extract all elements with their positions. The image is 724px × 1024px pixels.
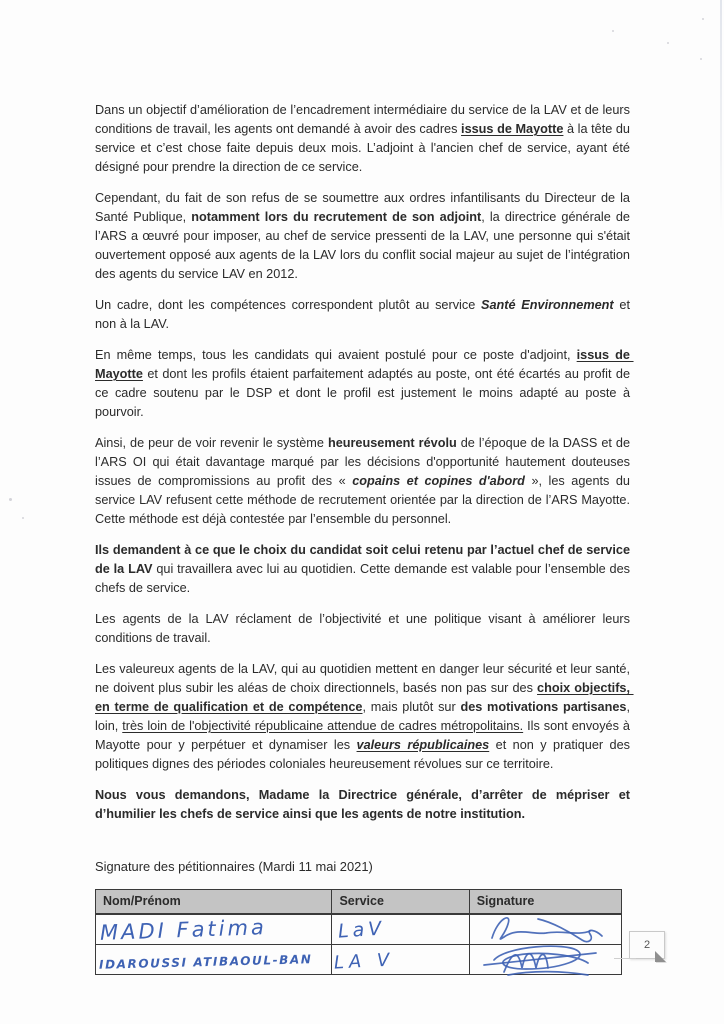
paragraphs xyxy=(95,101,634,824)
table-header-service: Service xyxy=(332,890,469,915)
scan-speck xyxy=(667,42,669,44)
table-row xyxy=(96,945,622,975)
handwritten-service: LaV xyxy=(337,917,387,943)
table-header-nom-prenom: Nom/Prénom xyxy=(96,890,332,915)
handwritten-name: IDAROUSSI ATIBAOUL-BAN xyxy=(98,952,313,972)
page-fold-icon xyxy=(655,951,666,962)
scan-speck xyxy=(700,58,702,60)
handwritten-name: MADI Fatima xyxy=(99,915,268,945)
scan-speck xyxy=(9,498,12,501)
cell-service-2 xyxy=(332,945,469,975)
paragraph: Ils demandent à ce que le choix du candidat soit celui retenu par l’actuel chef de service de la LAV qui travaillera avec lui au quotidien. Cette demande est valable pour l’ensemble des chefs de service. xyxy=(95,543,634,595)
signature-caption: Signature des pétitionnaires (Mardi 11 mai 2021) xyxy=(95,859,373,874)
page-corner-badge xyxy=(629,931,665,959)
paragraph: Ainsi, de peur de voir revenir le système heureusement révolu de l’époque de la DASS et de l’ARS OI qui était davantage marqué par les décisions d'opportunité hautement douteuses issues de compromissions au profit des « copains et copines d'abord », les agents du service LAV refusent cette méthode de recrutement orientée par la direction de l’ARS Mayotte. Cette méthode est déjà contestée par l’ensemble du personnel. xyxy=(95,436,634,526)
paragraph: Cependant, du fait de son refus de se soumettre aux ordres infantilisants du Directeur de la Santé Publique, notamment lors du recrutement de son adjoint, la directrice générale de l’ARS a œuvré pour imposer, au chef de service pressenti de la LAV, une personne qui s'était ouvertement opposé aux agents de la LAV lors du conflit social majeur au sujet de l’intégration des agents du service LAV en 2012. xyxy=(95,191,634,281)
signature-table xyxy=(95,889,622,975)
paragraph: Un cadre, dont les compétences correspondent plutôt au service Santé Environnement et non à la LAV. xyxy=(95,298,634,331)
document-content xyxy=(95,101,634,975)
paragraph: Nous vous demandons, Madame la Directrice générale, d’arrêter de mépriser et d’humilier les chefs de service ainsi que les agents de notre institution. xyxy=(95,788,634,821)
paragraph: Dans un objectif d’amélioration de l’encadrement intermédiaire du service de la LAV et de leurs conditions de travail, les agents ont demandé à avoir des cadres issus de Mayotte à la tête du service et c’est chose faite depuis deux mois. L’adjoint à l'ancien chef de service, ayant été désigné pour prendre la direction de ce service. xyxy=(95,103,634,174)
scan-speck xyxy=(702,18,704,20)
scan-speck xyxy=(612,30,614,32)
paragraph: Les agents de la LAV réclament de l’objectivité et une politique visant à améliorer leurs conditions de travail. xyxy=(95,612,634,645)
paragraph: Les valeureux agents de la LAV, qui au quotidien mettent en danger leur sécurité et leur santé, ne doivent plus subir les aléas de choix directionnels, basés non pas sur des choix objectifs, en terme de qualification et de compétence, mais plutôt sur des motivations partisanes, loin, très loin de l'objectivité républicaine attendue de cadres métropolitains. Ils sont envoyés à Mayotte pour y perpétuer et dynamiser les valeurs républicaines et non y pratiquer des politiques dignes des périodes coloniales heureusement révolues sur ce territoire. xyxy=(95,662,634,771)
table-header-signature: Signature xyxy=(469,890,621,915)
page-number: 2 xyxy=(643,939,651,951)
signature-scribble xyxy=(478,940,613,978)
cell-signature-2 xyxy=(469,945,621,975)
paragraph: En même temps, tous les candidats qui avaient postulé pour ce poste d'adjoint, issus de Mayotte et dont les profils étaient parfaitement adaptés au poste, ont été écartés au profit de ce cadre soutenu par le DSP et dont le profil est justement le moins adapté au poste à pourvoir. xyxy=(95,348,634,419)
scan-speck xyxy=(22,517,24,519)
cell-name-2 xyxy=(96,945,332,975)
handwritten-service: LA V xyxy=(333,949,396,974)
cell-name-1 xyxy=(96,914,332,945)
cell-service-1 xyxy=(332,914,469,945)
scan-edge-artifact xyxy=(720,0,722,230)
scan-line-artifact xyxy=(614,958,636,959)
